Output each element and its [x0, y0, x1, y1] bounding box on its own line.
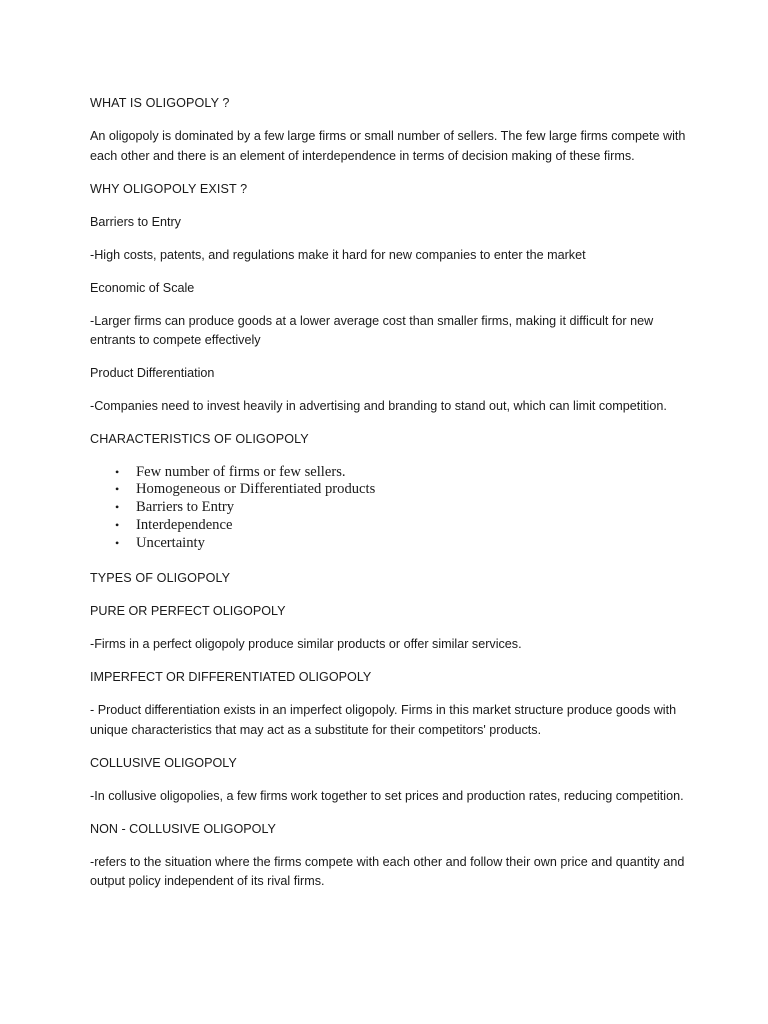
bullet-icon: •: [115, 535, 120, 550]
paragraph-pure-oligopoly: -Firms in a perfect oligopoly produce similar products or offer similar services.: [90, 637, 522, 652]
heading-types-of-oligopoly: TYPES OF OLIGOPOLY: [90, 571, 231, 586]
bullet-icon: •: [115, 464, 120, 479]
subheading-product-differentiation: Product Differentiation: [90, 366, 215, 380]
bullet-icon: •: [115, 517, 120, 532]
list-item: [115, 481, 690, 499]
paragraph-non-collusive-oligopoly: -refers to the situation where the firms compete with each other and follow their own price and quantity and output policy independent of its rival firms.: [90, 854, 685, 889]
list-item: [115, 499, 690, 517]
heading-characteristics: CHARACTERISTICS OF OLIGOPOLY: [90, 432, 309, 446]
list-item-text: Few number of firms or few sellers.: [136, 463, 346, 480]
heading-why-oligopoly-exist: WHY OLIGOPOLY EXIST ?: [90, 181, 248, 196]
subheading-pure-oligopoly: PURE OR PERFECT OLIGOPOLY: [90, 604, 286, 619]
bullet-icon: •: [115, 482, 120, 497]
subheading-collusive-oligopoly: COLLUSIVE OLIGOPOLY: [90, 755, 237, 770]
subheading-imperfect-oligopoly: IMPERFECT OR DIFFERENTIATED OLIGOPOLY: [90, 670, 372, 685]
list-item: [115, 516, 690, 535]
paragraph-barriers: -High costs, patents, and regulations make it hard for new companies to enter the market: [90, 247, 586, 262]
list-item-text: Homogeneous or Differentiated products: [136, 481, 376, 498]
paragraph-imperfect-oligopoly: - Product differentiation exists in an imperfect oligopoly. Firms in this market structure produce goods with unique characteristics that may act as a substitute for their competitors' products.: [90, 703, 677, 737]
paragraph-differentiation: -Companies need to invest heavily in advertising and branding to stand out, which can limit competition.: [90, 399, 667, 413]
subheading-non-collusive-oligopoly: NON - COLLUSIVE OLIGOPOLY: [90, 821, 276, 836]
list-item-text: Uncertainty: [136, 534, 205, 551]
subheading-economic-of-scale: Economic of Scale: [90, 280, 195, 295]
paragraph-economies: -Larger firms can produce goods at a lower average cost than smaller firms, making it difficult for new entrants to compete effectively: [90, 313, 654, 347]
bullet-icon: •: [115, 500, 120, 515]
list-item: [115, 534, 690, 553]
list-item-text: Barriers to Entry: [136, 499, 235, 516]
document-page: [90, 94, 690, 905]
paragraph-collusive-oligopoly: -In collusive oligopolies, a few firms work together to set prices and production rates, reducing competition.: [90, 788, 684, 803]
list-item: [115, 463, 690, 482]
characteristics-list: [90, 464, 690, 553]
heading-what-is-oligopoly: WHAT IS OLIGOPOLY ?: [90, 96, 230, 110]
paragraph-definition: An oligopoly is dominated by a few large firms or small number of sellers. The few large firms compete with each other and there is an element of interdependence in terms of decision making of these firms.: [90, 129, 686, 163]
subheading-barriers-to-entry: Barriers to Entry: [90, 214, 181, 229]
list-item-text: Interdependence: [136, 516, 233, 533]
